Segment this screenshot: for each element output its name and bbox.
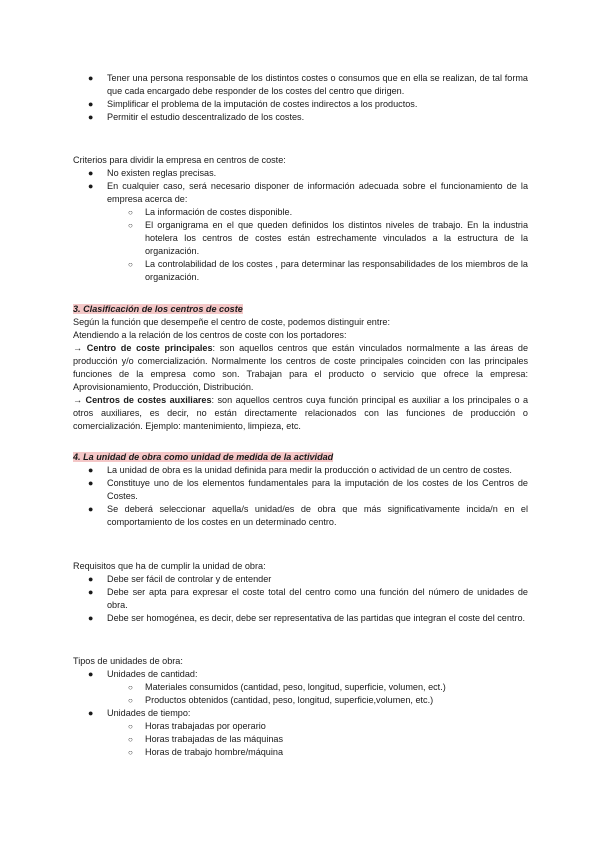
bullet-icon: ● — [88, 112, 94, 122]
bullet-icon: ● — [88, 168, 94, 178]
list-item: ● Unidades de cantidad: — [88, 669, 198, 679]
criteria-section — [73, 154, 528, 284]
principal-cost-centers-paragraph: → Centro de coste principales: son aquellos centros que están vinculados normalmente a las áreas de producción y/o comercialización. Normalmente los centros de coste principales coinciden con las principales funciones de la empresa como son. Trabajan para el producto o servicio que ofrece la empresa: Aprovisionamiento, Producción, Distribución. — [73, 343, 529, 392]
sub-list-item: ○ La controlabilidad de los costes , para determinar las responsabilidades de los miembros de la organización. — [128, 259, 528, 282]
section-3 — [73, 303, 528, 433]
bullet-icon: ● — [88, 708, 94, 718]
bullet-icon: ● — [88, 613, 94, 623]
list-item: ● Debe ser homogénea, es decir, debe ser representativa de las partidas que integran el coste del centro. — [88, 613, 526, 623]
arrow-right-icon: → — [73, 343, 83, 353]
sub-list-item: ○ Materiales consumidos (cantidad, peso, longitud, superficie, volumen, ect.) — [128, 682, 446, 692]
bullet-icon: ● — [88, 99, 94, 109]
section-heading: 3. Clasificación de los centros de coste — [73, 304, 243, 314]
objectives-list — [73, 72, 528, 124]
list-item: ● Unidades de tiempo: — [88, 708, 191, 718]
unit-types-intro: Tipos de unidades de obra: — [73, 656, 183, 666]
circle-bullet-icon: ○ — [128, 735, 133, 744]
bullet-icon: ● — [88, 478, 94, 488]
section-4 — [73, 451, 528, 529]
criteria-list — [73, 167, 528, 284]
unit-types-list — [73, 668, 528, 759]
circle-bullet-icon: ○ — [128, 221, 133, 230]
bullet-icon: ● — [88, 574, 94, 584]
arrow-right-icon: → — [73, 395, 83, 405]
list-item: ● Debe ser fácil de controlar y de entender — [88, 574, 272, 584]
bullet-icon: ● — [88, 587, 94, 597]
section-line: Atendiendo a la relación de los centros de coste con los portadores: — [73, 330, 347, 340]
circle-bullet-icon: ○ — [128, 748, 133, 757]
list-item: ● Tener una persona responsable de los distintos costes o consumos que en ella se realizan, de tal forma que cada encargado debe responder de los costes del centro que dirigen. — [88, 73, 528, 96]
circle-bullet-icon: ○ — [128, 722, 133, 731]
requirements-section — [73, 560, 528, 625]
circle-bullet-icon: ○ — [128, 208, 133, 217]
sub-list-item: ○ El organigrama en el que queden definidos los distintos niveles de trabajo. En la industria hotelera los centros de costes están estrechamente vinculados a la estructura de la organización. — [128, 220, 528, 256]
circle-bullet-icon: ○ — [128, 683, 133, 692]
list-item: ● En cualquier caso, será necesario disponer de información adecuada sobre el funcionamiento de la empresa acerca de: — [88, 181, 528, 204]
circle-bullet-icon: ○ — [128, 260, 133, 269]
sub-list-item: ○ Productos obtenidos (cantidad, peso, longitud, superficie,volumen, etc.) — [128, 695, 434, 705]
bullet-icon: ● — [88, 73, 94, 83]
section-heading: 4. La unidad de obra como unidad de medida de la actividad — [73, 452, 334, 462]
circle-bullet-icon: ○ — [128, 696, 133, 705]
list-item: ● Simplificar el problema de la imputación de costes indirectos a los productos. — [88, 99, 418, 109]
section-line: Según la función que desempeñe el centro de coste, podemos distinguir entre: — [73, 317, 390, 327]
bullet-icon: ● — [88, 669, 94, 679]
requirements-intro: Requisitos que ha de cumplir la unidad de obra: — [73, 561, 266, 571]
list-item: ● No existen reglas precisas. — [88, 168, 217, 178]
sub-list-item: ○ Horas trabajadas de las máquinas — [128, 734, 284, 744]
list-item: ● Constituye uno de los elementos fundamentales para la imputación de los costes de los Centros de Costes. — [88, 478, 528, 501]
bullet-icon: ● — [88, 465, 94, 475]
criteria-intro: Criterios para dividir la empresa en centros de coste: — [73, 155, 286, 165]
unit-types-section — [73, 655, 528, 759]
auxiliary-cost-centers-paragraph: → Centros de costes auxiliares: son aquellos centros cuya función principal es auxiliar a los principales o a otros auxiliares, es decir, no están directamente relacionados con las funciones de producción o comercialización. Ejemplo: mantenimiento, limpieza, etc. — [73, 395, 529, 431]
bullet-icon: ● — [88, 181, 94, 191]
requirements-list — [73, 573, 528, 625]
bullet-icon: ● — [88, 504, 94, 514]
sub-list-item: ○ Horas trabajadas por operario — [128, 721, 266, 731]
sub-list-item: ○ La información de costes disponible. — [128, 207, 293, 217]
list-item: ● Se deberá seleccionar aquella/s unidad/es de obra que más significativamente incida/n en el comportamiento de los costes en un determinado centro. — [88, 504, 528, 527]
list-item: ● La unidad de obra es la unidad definida para medir la producción o actividad de un centro de costes. — [88, 465, 512, 475]
sub-list-item: ○ Horas de trabajo hombre/máquina — [128, 747, 284, 757]
unit-of-work-list — [73, 464, 528, 529]
list-item: ● Debe ser apta para expresar el coste total del centro como una función del número de unidades de obra. — [88, 587, 528, 610]
list-item: ● Permitir el estudio descentralizado de los costes. — [88, 112, 305, 122]
